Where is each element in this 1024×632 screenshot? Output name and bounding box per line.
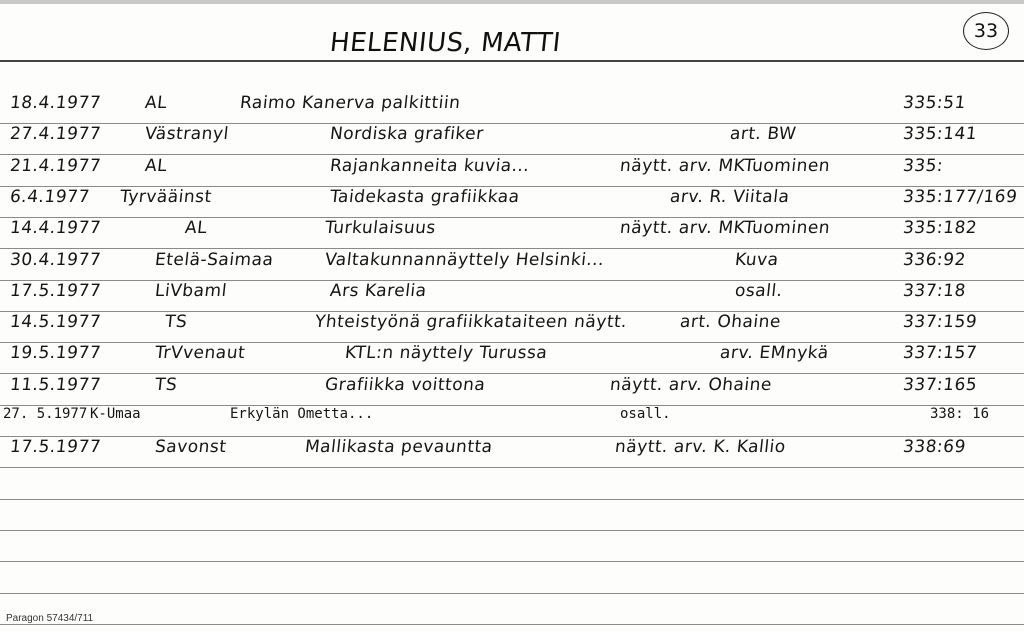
entry-date: 30.4.1977 xyxy=(8,249,103,270)
entry-date: 27. 5.1977 xyxy=(3,406,88,422)
entry-source: LiVbaml xyxy=(153,280,228,301)
entry-text: Rajankanneita kuvia... xyxy=(328,155,531,176)
card-top-edge xyxy=(0,0,1024,4)
entry-source: Tyrvääinst xyxy=(118,186,213,207)
entry-text: Raimo Kanerva palkittiin xyxy=(238,93,462,113)
entry-row xyxy=(0,312,1024,338)
entry-text: Turkulaisuus xyxy=(323,218,437,239)
entry-source: AL xyxy=(143,155,169,176)
entry-source: Västranyl xyxy=(143,124,230,145)
ruled-line xyxy=(0,467,1024,468)
entry-note: arv. EMnykä xyxy=(718,343,830,364)
entry-row xyxy=(0,250,1024,276)
entry-source: K-Umaa xyxy=(90,406,141,422)
entry-text: Nordiska grafiker xyxy=(328,124,485,145)
entry-note: osall. xyxy=(620,406,671,422)
entry-source: Etelä-Saimaa xyxy=(153,249,275,270)
card-number-circle xyxy=(963,12,1009,50)
entry-note: näytt. arv. MKTuominen xyxy=(618,155,832,176)
entry-note: näytt. arv. Ohaine xyxy=(608,374,773,395)
entry-date: 17.5.1977 xyxy=(8,437,103,458)
entry-text: Grafiikka voittona xyxy=(323,374,487,395)
entry-note: näytt. arv. K. Kallio xyxy=(613,437,787,458)
entry-date: 27.4.1977 xyxy=(8,124,103,145)
entry-date: 18.4.1977 xyxy=(8,93,103,113)
entry-ref: 337:165 xyxy=(901,374,979,395)
card-footer: Paragon 57434/711 xyxy=(6,613,94,624)
ruled-line xyxy=(0,593,1024,594)
entry-text: Yhteistyönä grafiikkataiteen näytt. xyxy=(313,312,629,333)
entry-source: AL xyxy=(183,218,209,239)
entry-ref: 337:18 xyxy=(901,280,967,301)
entry-ref: 335:141 xyxy=(901,124,979,145)
entry-ref: 335:177/169 xyxy=(901,186,1019,207)
entry-row xyxy=(0,156,1024,182)
entry-source: TS xyxy=(153,374,179,395)
entry-note: art. BW xyxy=(728,124,798,145)
ruled-line xyxy=(0,624,1024,625)
entry-date: 17.5.1977 xyxy=(8,280,103,301)
entry-text: Taidekasta grafiikkaa xyxy=(328,186,521,207)
entry-source: Savonst xyxy=(153,437,228,458)
entry-text: Mallikasta pevauntta xyxy=(303,437,494,458)
entry-text: Ars Karelia xyxy=(328,280,428,301)
entry-source: AL xyxy=(143,93,169,113)
entry-date: 6.4.1977 xyxy=(8,186,91,207)
entry-date: 14.5.1977 xyxy=(8,312,103,333)
entry-row xyxy=(0,187,1024,213)
entry-note: Kuva xyxy=(733,249,780,270)
entry-date: 11.5.1977 xyxy=(8,374,103,395)
ruled-line xyxy=(0,499,1024,500)
entry-note: näytt. arv. MKTuominen xyxy=(618,218,832,239)
entry-source: TrVvenaut xyxy=(153,343,247,364)
entry-note: art. Ohaine xyxy=(678,312,782,333)
entry-ref: 338:69 xyxy=(901,437,967,458)
ruled-line xyxy=(0,530,1024,531)
entry-ref: 337:159 xyxy=(901,312,979,333)
entry-text: Erkylän Ometta... xyxy=(230,406,374,422)
card-number: 33 xyxy=(973,20,999,42)
entry-note: arv. R. Viitala xyxy=(668,186,791,207)
header-rule xyxy=(0,60,1024,62)
entry-ref: 335: xyxy=(901,155,945,176)
entry-text: Valtakunnannäyttely Helsinki... xyxy=(323,249,606,270)
entry-row xyxy=(0,124,1024,150)
entry-text: KTL:n näyttely Turussa xyxy=(343,343,549,364)
entry-date: 21.4.1977 xyxy=(8,155,103,176)
entry-row xyxy=(0,281,1024,307)
entry-row xyxy=(0,218,1024,244)
entry-date: 14.4.1977 xyxy=(8,218,103,239)
ruled-line xyxy=(0,561,1024,562)
entry-note: osall. xyxy=(733,280,784,301)
entry-date: 19.5.1977 xyxy=(8,343,103,364)
entry-ref: 335:51 xyxy=(901,93,967,113)
entry-row xyxy=(0,93,1024,119)
entry-ref: 335:182 xyxy=(901,218,979,239)
entry-source: TS xyxy=(163,312,189,333)
entry-row xyxy=(0,375,1024,401)
entry-row xyxy=(0,343,1024,369)
entry-row xyxy=(0,406,1024,432)
entry-ref: 337:157 xyxy=(901,343,979,364)
entry-ref: 338: 16 xyxy=(930,406,990,422)
entry-row xyxy=(0,437,1024,463)
card-title: HELENIUS, MATTI xyxy=(328,28,563,58)
entry-ref: 336:92 xyxy=(901,249,967,270)
